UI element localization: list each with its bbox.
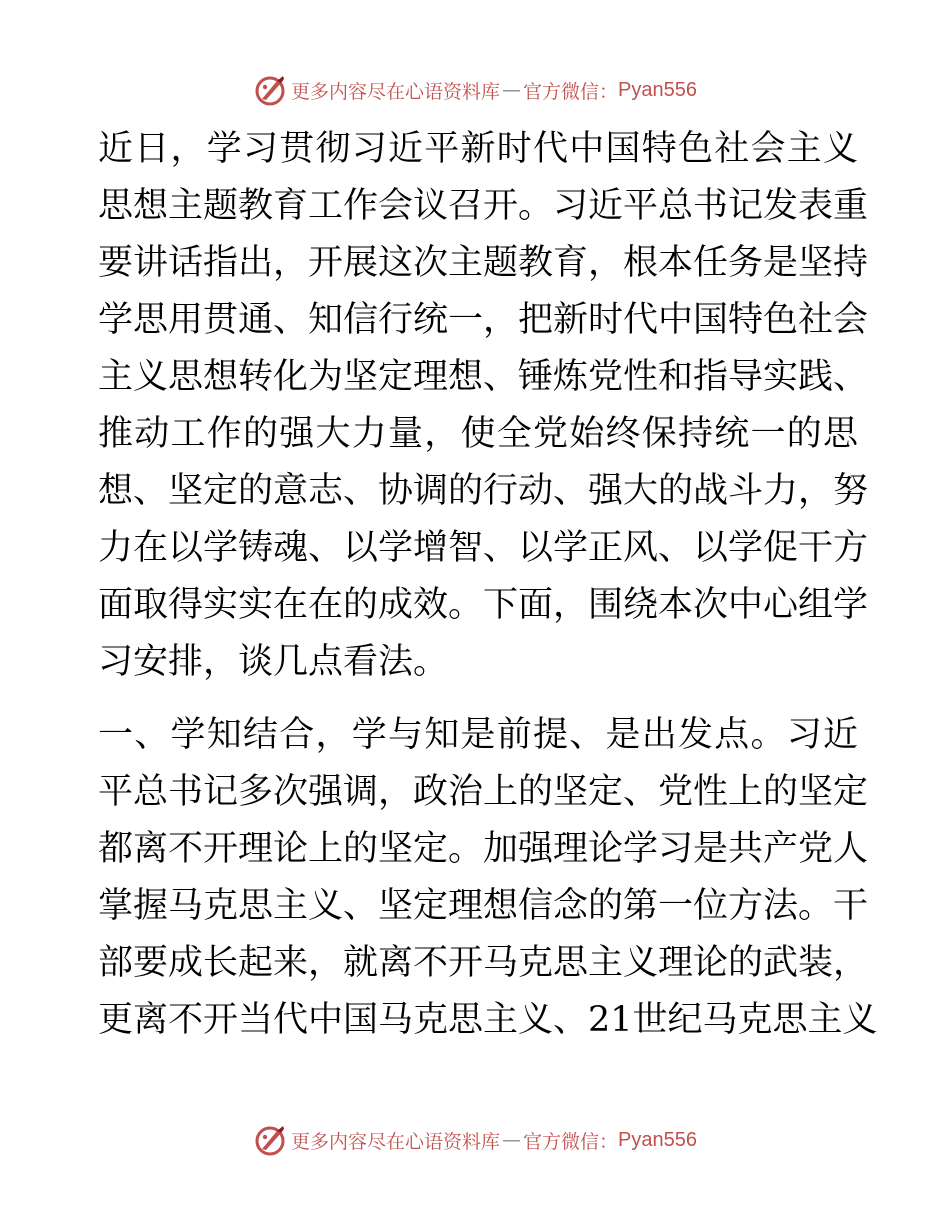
- paragraph-1: [98, 121, 869, 691]
- quill-pen-logo-icon: [253, 1123, 287, 1157]
- text-line: 要讲话指出，开展这次主题教育，根本任务是坚持: [98, 243, 869, 283]
- text-line: 面取得实实在在的成效。下面，围绕本次中心组学: [98, 585, 869, 625]
- banner-wechat-account: Pyan556: [618, 78, 697, 101]
- banner-wechat-label: 官方微信：: [523, 1130, 619, 1153]
- text-line: 更离不开当代中国马克思主义、21世纪马克思主义: [98, 1000, 878, 1040]
- banner-wechat-label: 官方微信：: [523, 80, 619, 103]
- text-line: 部要成长起来，就离不开马克思主义理论的武装，: [98, 943, 869, 983]
- text-line: 主义思想转化为坚定理想、锤炼党性和指导实践、: [98, 357, 869, 397]
- banner-dash: —: [502, 79, 522, 101]
- banner-dash: —: [502, 1129, 522, 1151]
- text-line: 平总书记多次强调，政治上的坚定、党性上的坚定: [98, 772, 869, 812]
- document-body: [98, 121, 878, 1049]
- header-banner: [0, 70, 950, 110]
- text-line: 想、坚定的意志、协调的行动、强大的战斗力，努: [98, 471, 869, 511]
- text-line: 思想主题教育工作会议召开。习近平总书记发表重: [98, 186, 869, 226]
- text-line: 学思用贯通、知信行统一，把新时代中国特色社会: [98, 300, 869, 340]
- text-line: 掌握马克思主义、坚定理想信念的第一位方法。干: [98, 886, 869, 926]
- paragraph-2: [98, 707, 878, 1049]
- text-line: 力在以学铸魂、以学增智、以学正风、以学促干方: [98, 528, 869, 568]
- text-line: 近日，学习贯彻习近平新时代中国特色社会主义: [98, 129, 858, 169]
- text-line: 一、学知结合，学与知是前提、是出发点。习近: [98, 715, 858, 755]
- banner-wechat-account: Pyan556: [618, 1128, 697, 1151]
- footer-banner: [0, 1120, 950, 1160]
- banner-text: 更多内容尽在心语资料库: [291, 1130, 501, 1153]
- text-line: 习安排，谈几点看法。: [98, 642, 449, 682]
- banner-text: 更多内容尽在心语资料库: [291, 80, 501, 103]
- quill-pen-logo-icon: [253, 73, 287, 107]
- text-line: 都离不开理论上的坚定。加强理论学习是共产党人: [98, 829, 869, 869]
- text-line: 推动工作的强大力量，使全党始终保持统一的思: [98, 414, 858, 454]
